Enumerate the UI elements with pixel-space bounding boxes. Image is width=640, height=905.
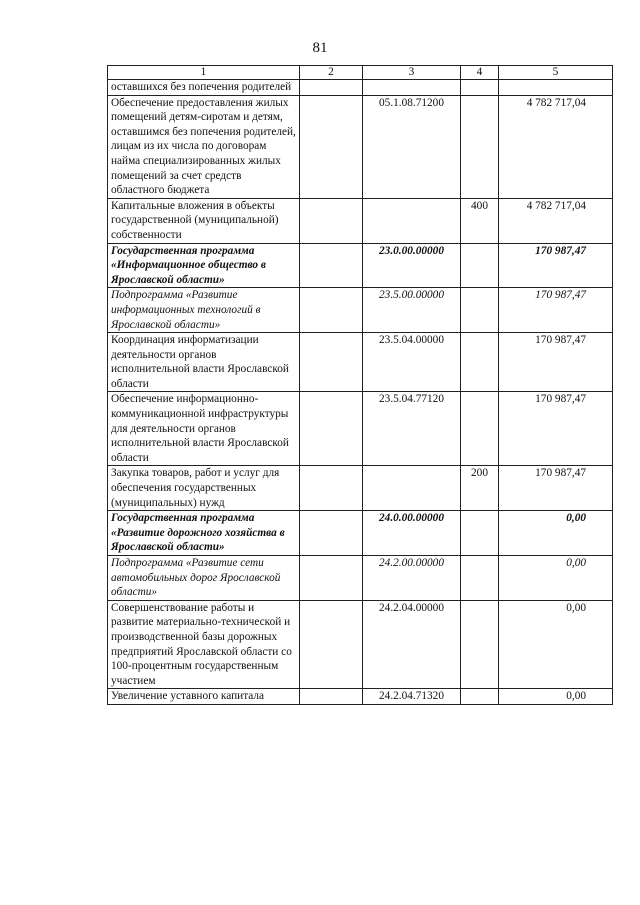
- row-name-cell: Подпрограмма «Развитие информационных технологий в Ярославской области»: [108, 288, 300, 333]
- row-type-cell: [461, 689, 499, 705]
- table-row: [108, 689, 613, 705]
- row-code-cell: 24.2.04.00000: [363, 600, 461, 689]
- row-col2-cell: [300, 392, 363, 466]
- row-amount-cell: 170 987,47: [499, 333, 613, 392]
- row-name-cell: Государственная программа «Развитие дорожного хозяйства в Ярославской области»: [108, 511, 300, 556]
- row-type-cell: [461, 80, 499, 96]
- row-name-cell: Увеличение уставного капитала: [108, 689, 300, 705]
- row-name-cell: Совершенствование работы и развитие материально-технической и производственной базы дорожных предприятий Ярославской области со 100-процентным государственным участием: [108, 600, 300, 689]
- row-col2-cell: [300, 333, 363, 392]
- table-row: [108, 198, 613, 243]
- row-code-cell: 24.2.00.00000: [363, 556, 461, 601]
- row-name-cell: Обеспечение предоставления жилых помещений детям-сиротам и детям, оставшимся без попечения родителей, лицам из их числа по договорам найма специализированных жилых помещений за счет средств областного бюджета: [108, 95, 300, 198]
- row-col2-cell: [300, 466, 363, 511]
- row-col2-cell: [300, 243, 363, 288]
- table-row: [108, 556, 613, 601]
- row-amount-cell: 170 987,47: [499, 243, 613, 288]
- row-col2-cell: [300, 288, 363, 333]
- row-name-cell: Подпрограмма «Развитие сети автомобильных дорог Ярославской области»: [108, 556, 300, 601]
- row-name-cell: Координация информатизации деятельности органов исполнительной власти Ярославской области: [108, 333, 300, 392]
- row-amount-cell: 170 987,47: [499, 392, 613, 466]
- column-header-1: 1: [108, 66, 300, 80]
- row-col2-cell: [300, 198, 363, 243]
- row-amount-cell: 0,00: [499, 556, 613, 601]
- row-code-cell: 05.1.08.71200: [363, 95, 461, 198]
- row-type-cell: [461, 556, 499, 601]
- row-code-cell: 24.2.04.71320: [363, 689, 461, 705]
- row-type-cell: [461, 392, 499, 466]
- column-header-4: 4: [461, 66, 499, 80]
- row-type-cell: [461, 95, 499, 198]
- row-col2-cell: [300, 95, 363, 198]
- row-name-cell: Закупка товаров, работ и услуг для обеспечения государственных (муниципальных) нужд: [108, 466, 300, 511]
- table-row: [108, 600, 613, 689]
- row-code-cell: 23.0.00.00000: [363, 243, 461, 288]
- table-row: [108, 95, 613, 198]
- row-code-cell: [363, 198, 461, 243]
- row-type-cell: [461, 511, 499, 556]
- row-amount-cell: [499, 80, 613, 96]
- table-header-row: [108, 66, 613, 80]
- row-code-cell: [363, 466, 461, 511]
- row-col2-cell: [300, 556, 363, 601]
- row-type-cell: [461, 333, 499, 392]
- row-type-cell: 400: [461, 198, 499, 243]
- table-row: [108, 243, 613, 288]
- row-col2-cell: [300, 600, 363, 689]
- row-code-cell: 24.0.00.00000: [363, 511, 461, 556]
- column-header-3: 3: [363, 66, 461, 80]
- table-row: [108, 466, 613, 511]
- row-code-cell: 23.5.00.00000: [363, 288, 461, 333]
- row-type-cell: [461, 600, 499, 689]
- row-amount-cell: 170 987,47: [499, 288, 613, 333]
- row-col2-cell: [300, 511, 363, 556]
- column-header-5: 5: [499, 66, 613, 80]
- table-row: [108, 392, 613, 466]
- row-amount-cell: 0,00: [499, 600, 613, 689]
- row-name-cell: Обеспечение информационно-коммуникационной инфраструктуры для деятельности органов исполнительной власти Ярославской области: [108, 392, 300, 466]
- row-col2-cell: [300, 689, 363, 705]
- column-header-2: 2: [300, 66, 363, 80]
- row-amount-cell: 0,00: [499, 689, 613, 705]
- row-name-cell: Капитальные вложения в объекты государственной (муниципальной) собственности: [108, 198, 300, 243]
- row-amount-cell: 0,00: [499, 511, 613, 556]
- table-row: [108, 511, 613, 556]
- row-amount-cell: 4 782 717,04: [499, 95, 613, 198]
- row-type-cell: [461, 288, 499, 333]
- row-code-cell: 23.5.04.00000: [363, 333, 461, 392]
- table-row: [108, 333, 613, 392]
- table-row: [108, 288, 613, 333]
- row-amount-cell: 170 987,47: [499, 466, 613, 511]
- row-col2-cell: [300, 80, 363, 96]
- row-name-cell: Государственная программа «Информационное общество в Ярославской области»: [108, 243, 300, 288]
- row-type-cell: [461, 243, 499, 288]
- row-code-cell: 23.5.04.77120: [363, 392, 461, 466]
- row-amount-cell: 4 782 717,04: [499, 198, 613, 243]
- row-code-cell: [363, 80, 461, 96]
- table-row: [108, 80, 613, 96]
- row-name-cell: оставшихся без попечения родителей: [108, 80, 300, 96]
- row-type-cell: 200: [461, 466, 499, 511]
- budget-table: [107, 65, 613, 705]
- page-number: 81: [312, 40, 328, 56]
